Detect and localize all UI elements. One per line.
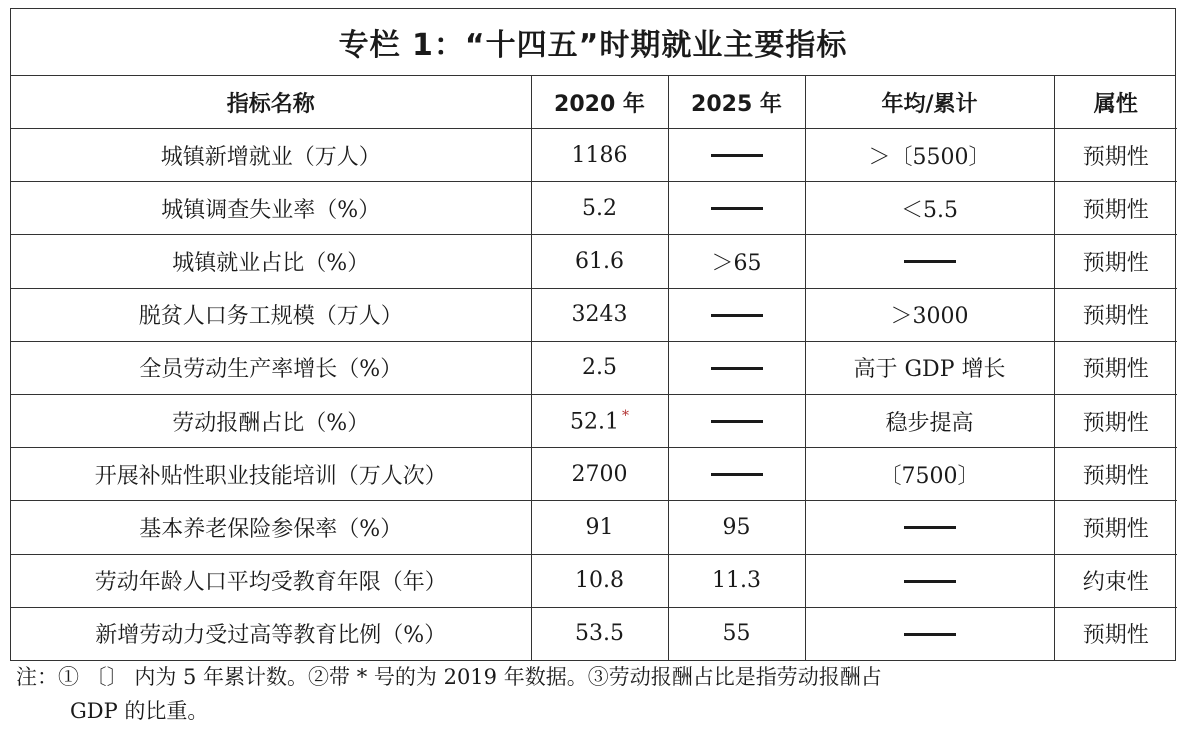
- cell-2020: [531, 448, 668, 501]
- cell-avg-cumulative: [805, 182, 1054, 235]
- cell-2020-text: 53.5: [575, 621, 624, 647]
- cell-2025: [668, 235, 805, 288]
- table-row: [11, 554, 1177, 607]
- asterisk-mark: *: [621, 407, 629, 424]
- cell-indicator-name-text: 城镇就业占比（%）: [172, 250, 370, 276]
- dash-mark: [711, 207, 763, 210]
- cell-indicator-name: [11, 129, 531, 182]
- cell-indicator-name: [11, 501, 531, 554]
- cell-attribute-text: 预期性: [1082, 516, 1149, 542]
- table-title: 专栏 1：“十四五”时期就业主要指标: [11, 9, 1175, 76]
- table-row: [11, 607, 1177, 660]
- header-2020: 2020 年: [531, 76, 668, 129]
- table-row: [11, 182, 1177, 235]
- cell-attribute: [1054, 288, 1177, 341]
- cell-indicator-name: [11, 607, 531, 660]
- cell-indicator-name-text: 全员劳动生产率增长（%）: [139, 357, 403, 383]
- cell-2025: [668, 288, 805, 341]
- cell-2020-text: 10.8: [575, 568, 624, 594]
- cell-avg-cumulative-text: 高于 GDP 增长: [853, 357, 1006, 383]
- cell-attribute-text: 预期性: [1082, 304, 1149, 330]
- cell-2025: [668, 182, 805, 235]
- cell-avg-cumulative: [805, 554, 1054, 607]
- cell-avg-cumulative-text: ＞〔5500〕: [868, 144, 991, 170]
- cell-2020: [531, 341, 668, 394]
- table-row: [11, 235, 1177, 288]
- indicator-table: [11, 76, 1177, 660]
- cell-2020: [531, 501, 668, 554]
- cell-indicator-name: [11, 341, 531, 394]
- header-2025: 2025 年: [668, 76, 805, 129]
- cell-2020: [531, 394, 668, 447]
- cell-2025: [668, 607, 805, 660]
- cell-attribute-text: 预期性: [1082, 144, 1149, 170]
- cell-avg-cumulative: [805, 129, 1054, 182]
- dash-mark: [711, 473, 763, 476]
- footnote: [16, 660, 1176, 728]
- header-attribute: 属性: [1054, 76, 1177, 129]
- cell-indicator-name: [11, 288, 531, 341]
- cell-avg-cumulative-text: 〔7500〕: [879, 463, 980, 489]
- cell-indicator-name-text: 劳动年龄人口平均受教育年限（年）: [94, 570, 447, 596]
- cell-indicator-name-text: 基本养老保险参保率（%）: [139, 516, 403, 542]
- cell-2020-text: 2700: [571, 461, 628, 487]
- cell-indicator-name: [11, 394, 531, 447]
- table-row: [11, 501, 1177, 554]
- cell-2020: [531, 288, 668, 341]
- cell-attribute-text: 预期性: [1082, 197, 1149, 223]
- cell-indicator-name: [11, 554, 531, 607]
- cell-indicator-name-text: 新增劳动力受过高等教育比例（%）: [95, 623, 447, 649]
- cell-2020-text: 1186: [571, 142, 628, 168]
- cell-avg-cumulative: [805, 288, 1054, 341]
- table-row: [11, 288, 1177, 341]
- cell-attribute-text: 预期性: [1082, 410, 1149, 436]
- dash-mark: [904, 580, 956, 583]
- cell-attribute: [1054, 394, 1177, 447]
- cell-avg-cumulative: [805, 235, 1054, 288]
- dash-mark: [904, 526, 956, 529]
- cell-attribute: [1054, 235, 1177, 288]
- cell-indicator-name-text: 劳动报酬占比（%）: [172, 410, 370, 436]
- cell-attribute-text: 约束性: [1082, 570, 1149, 596]
- cell-attribute-text: 预期性: [1082, 250, 1149, 276]
- cell-attribute: [1054, 501, 1177, 554]
- cell-attribute: [1054, 554, 1177, 607]
- cell-2020-text: 2.5: [582, 355, 617, 381]
- cell-indicator-name: [11, 182, 531, 235]
- cell-attribute: [1054, 607, 1177, 660]
- table-row: [11, 341, 1177, 394]
- header-avg-cumulative: 年均/累计: [805, 76, 1054, 129]
- footnote-line-1: 注：① 〔〕 内为 5 年累计数。②带 * 号的为 2019 年数据。③劳动报酬占比是指劳动报酬占: [16, 665, 882, 689]
- cell-2020: [531, 554, 668, 607]
- cell-avg-cumulative: [805, 341, 1054, 394]
- cell-2025-text: 95: [722, 514, 751, 540]
- cell-2025-text: 11.3: [712, 568, 761, 594]
- cell-avg-cumulative: [805, 394, 1054, 447]
- cell-attribute-text: 预期性: [1082, 623, 1149, 649]
- cell-2020-text: 61.6: [575, 248, 624, 274]
- cell-avg-cumulative-text: ＜5.5: [901, 197, 958, 223]
- cell-attribute: [1054, 129, 1177, 182]
- cell-2020-text: 91: [585, 514, 614, 540]
- cell-indicator-name-text: 城镇新增就业（万人）: [160, 144, 381, 170]
- cell-2025: [668, 554, 805, 607]
- cell-attribute: [1054, 182, 1177, 235]
- indicator-table-panel: [10, 8, 1176, 661]
- cell-2020-text: 52.1: [570, 409, 619, 435]
- cell-attribute: [1054, 448, 1177, 501]
- dash-mark: [904, 633, 956, 636]
- cell-indicator-name: [11, 448, 531, 501]
- cell-2020: [531, 235, 668, 288]
- cell-2025: [668, 394, 805, 447]
- cell-avg-cumulative: [805, 607, 1054, 660]
- table-row: [11, 448, 1177, 501]
- dash-mark: [711, 367, 763, 370]
- cell-2020: [531, 129, 668, 182]
- table-row: [11, 129, 1177, 182]
- cell-2025: [668, 129, 805, 182]
- dash-mark: [711, 154, 763, 157]
- cell-attribute-text: 预期性: [1082, 463, 1149, 489]
- header-indicator-name: 指标名称: [11, 76, 531, 129]
- cell-2020: [531, 607, 668, 660]
- cell-avg-cumulative: [805, 448, 1054, 501]
- table-header-row: [11, 76, 1177, 129]
- cell-indicator-name-text: 开展补贴性职业技能培训（万人次）: [94, 463, 447, 489]
- cell-indicator-name: [11, 235, 531, 288]
- footnote-line-2: GDP 的比重。: [70, 699, 209, 723]
- dash-mark: [711, 314, 763, 317]
- cell-indicator-name-text: 城镇调查失业率（%）: [161, 197, 381, 223]
- cell-2025-text: 55: [722, 621, 751, 647]
- cell-2020-text: 3243: [571, 302, 628, 328]
- dash-mark: [711, 420, 763, 423]
- cell-attribute: [1054, 341, 1177, 394]
- cell-avg-cumulative-text: 稳步提高: [885, 410, 974, 436]
- cell-avg-cumulative: [805, 501, 1054, 554]
- cell-avg-cumulative-text: ＞3000: [890, 304, 969, 330]
- cell-2025: [668, 341, 805, 394]
- dash-mark: [904, 260, 956, 263]
- cell-indicator-name-text: 脱贫人口务工规模（万人）: [138, 304, 403, 330]
- cell-2025: [668, 448, 805, 501]
- cell-2025-text: ＞65: [711, 250, 762, 276]
- table-row: [11, 394, 1177, 447]
- cell-attribute-text: 预期性: [1082, 357, 1149, 383]
- cell-2020-text: 5.2: [582, 195, 617, 221]
- cell-2020: [531, 182, 668, 235]
- cell-2025: [668, 501, 805, 554]
